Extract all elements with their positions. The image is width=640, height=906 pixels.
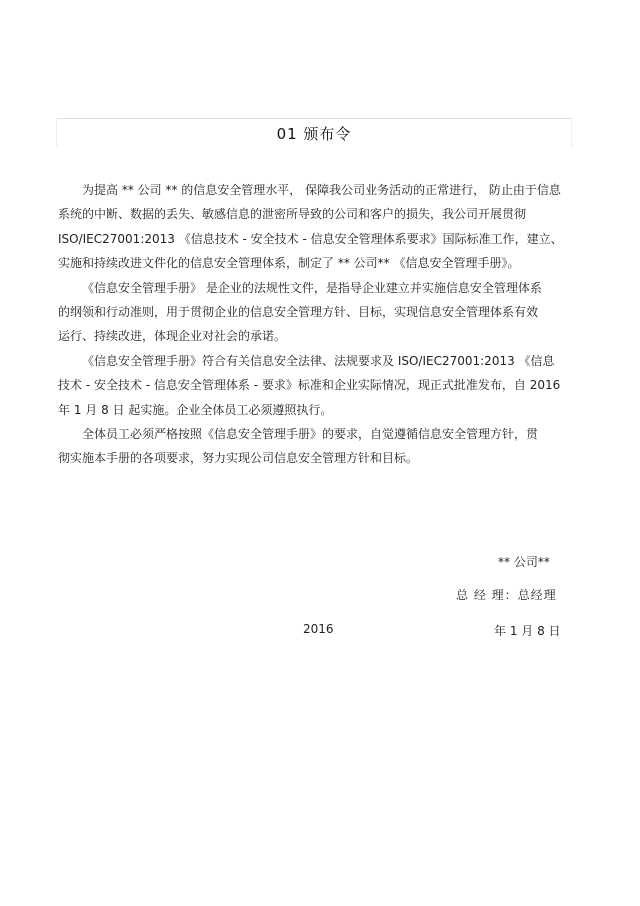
document-title: 01 颁布令 <box>276 125 352 143</box>
signature-year: 2016 <box>303 622 334 636</box>
paragraph-line: 年 1 月 8 日 起实施。企业全体员工必须遵照执行。 <box>58 402 333 417</box>
paragraph-2 <box>58 276 578 349</box>
title-frame <box>56 118 572 147</box>
paragraph-line: 为提高 ** 公司 ** 的信息安全管理水平， 保障我公司业务活动的正常进行， 防止由于信息 <box>82 183 561 197</box>
paragraph-line: 的纲领和行动准则，用于贯彻企业的信息安全管理方针、目标，实现信息安全管理体系有效 <box>58 305 539 320</box>
paragraph-1 <box>58 178 578 276</box>
paragraph-line: 系统的中断、数据的丢失、敏感信息的泄密所导致的公司和客户的损失，我公司开展贯彻 <box>58 207 527 222</box>
paragraph-line: 运行、持续改进，体现企业对社会的承诺。 <box>58 329 287 344</box>
paragraph-line: 技术 - 安全技术 - 信息安全管理体系 - 要求》标准和企业实际情况，现正式批准发布，自 2016 <box>58 378 561 393</box>
paragraph-line: ISO/IEC27001:2013 《信息技术 - 安全技术 - 信息安全管理体系要求》国际标准工作，建立、 <box>58 231 563 246</box>
paragraph-4 <box>58 422 578 471</box>
signature-company: ** 公司** <box>498 555 550 569</box>
paragraph-3 <box>58 349 578 422</box>
signature-month-day: 年 1 月 8 日 <box>494 624 561 638</box>
paragraph-line: 实施和持续改进文件化的信息安全管理体系，制定了 ** 公司** 《信息安全管理手册》。 <box>58 256 520 271</box>
body-text <box>58 178 578 471</box>
signature-manager: 总 经 理：总经理 <box>456 588 557 602</box>
paragraph-line: 全体员工必须严格按照《信息安全管理手册》的要求，自觉遵循信息安全管理方针，贯 <box>82 427 539 442</box>
paragraph-line: 《信息安全管理手册》符合有关信息安全法律、法规要求及 ISO/IEC27001:2013 《信息 <box>82 353 555 368</box>
paragraph-line: 《信息安全管理手册》 是企业的法规性文件，是指导企业建立并实施信息安全管理体系 <box>82 280 542 295</box>
paragraph-line: 彻实施本手册的各项要求，努力实现公司信息安全管理方针和目标。 <box>58 451 419 466</box>
